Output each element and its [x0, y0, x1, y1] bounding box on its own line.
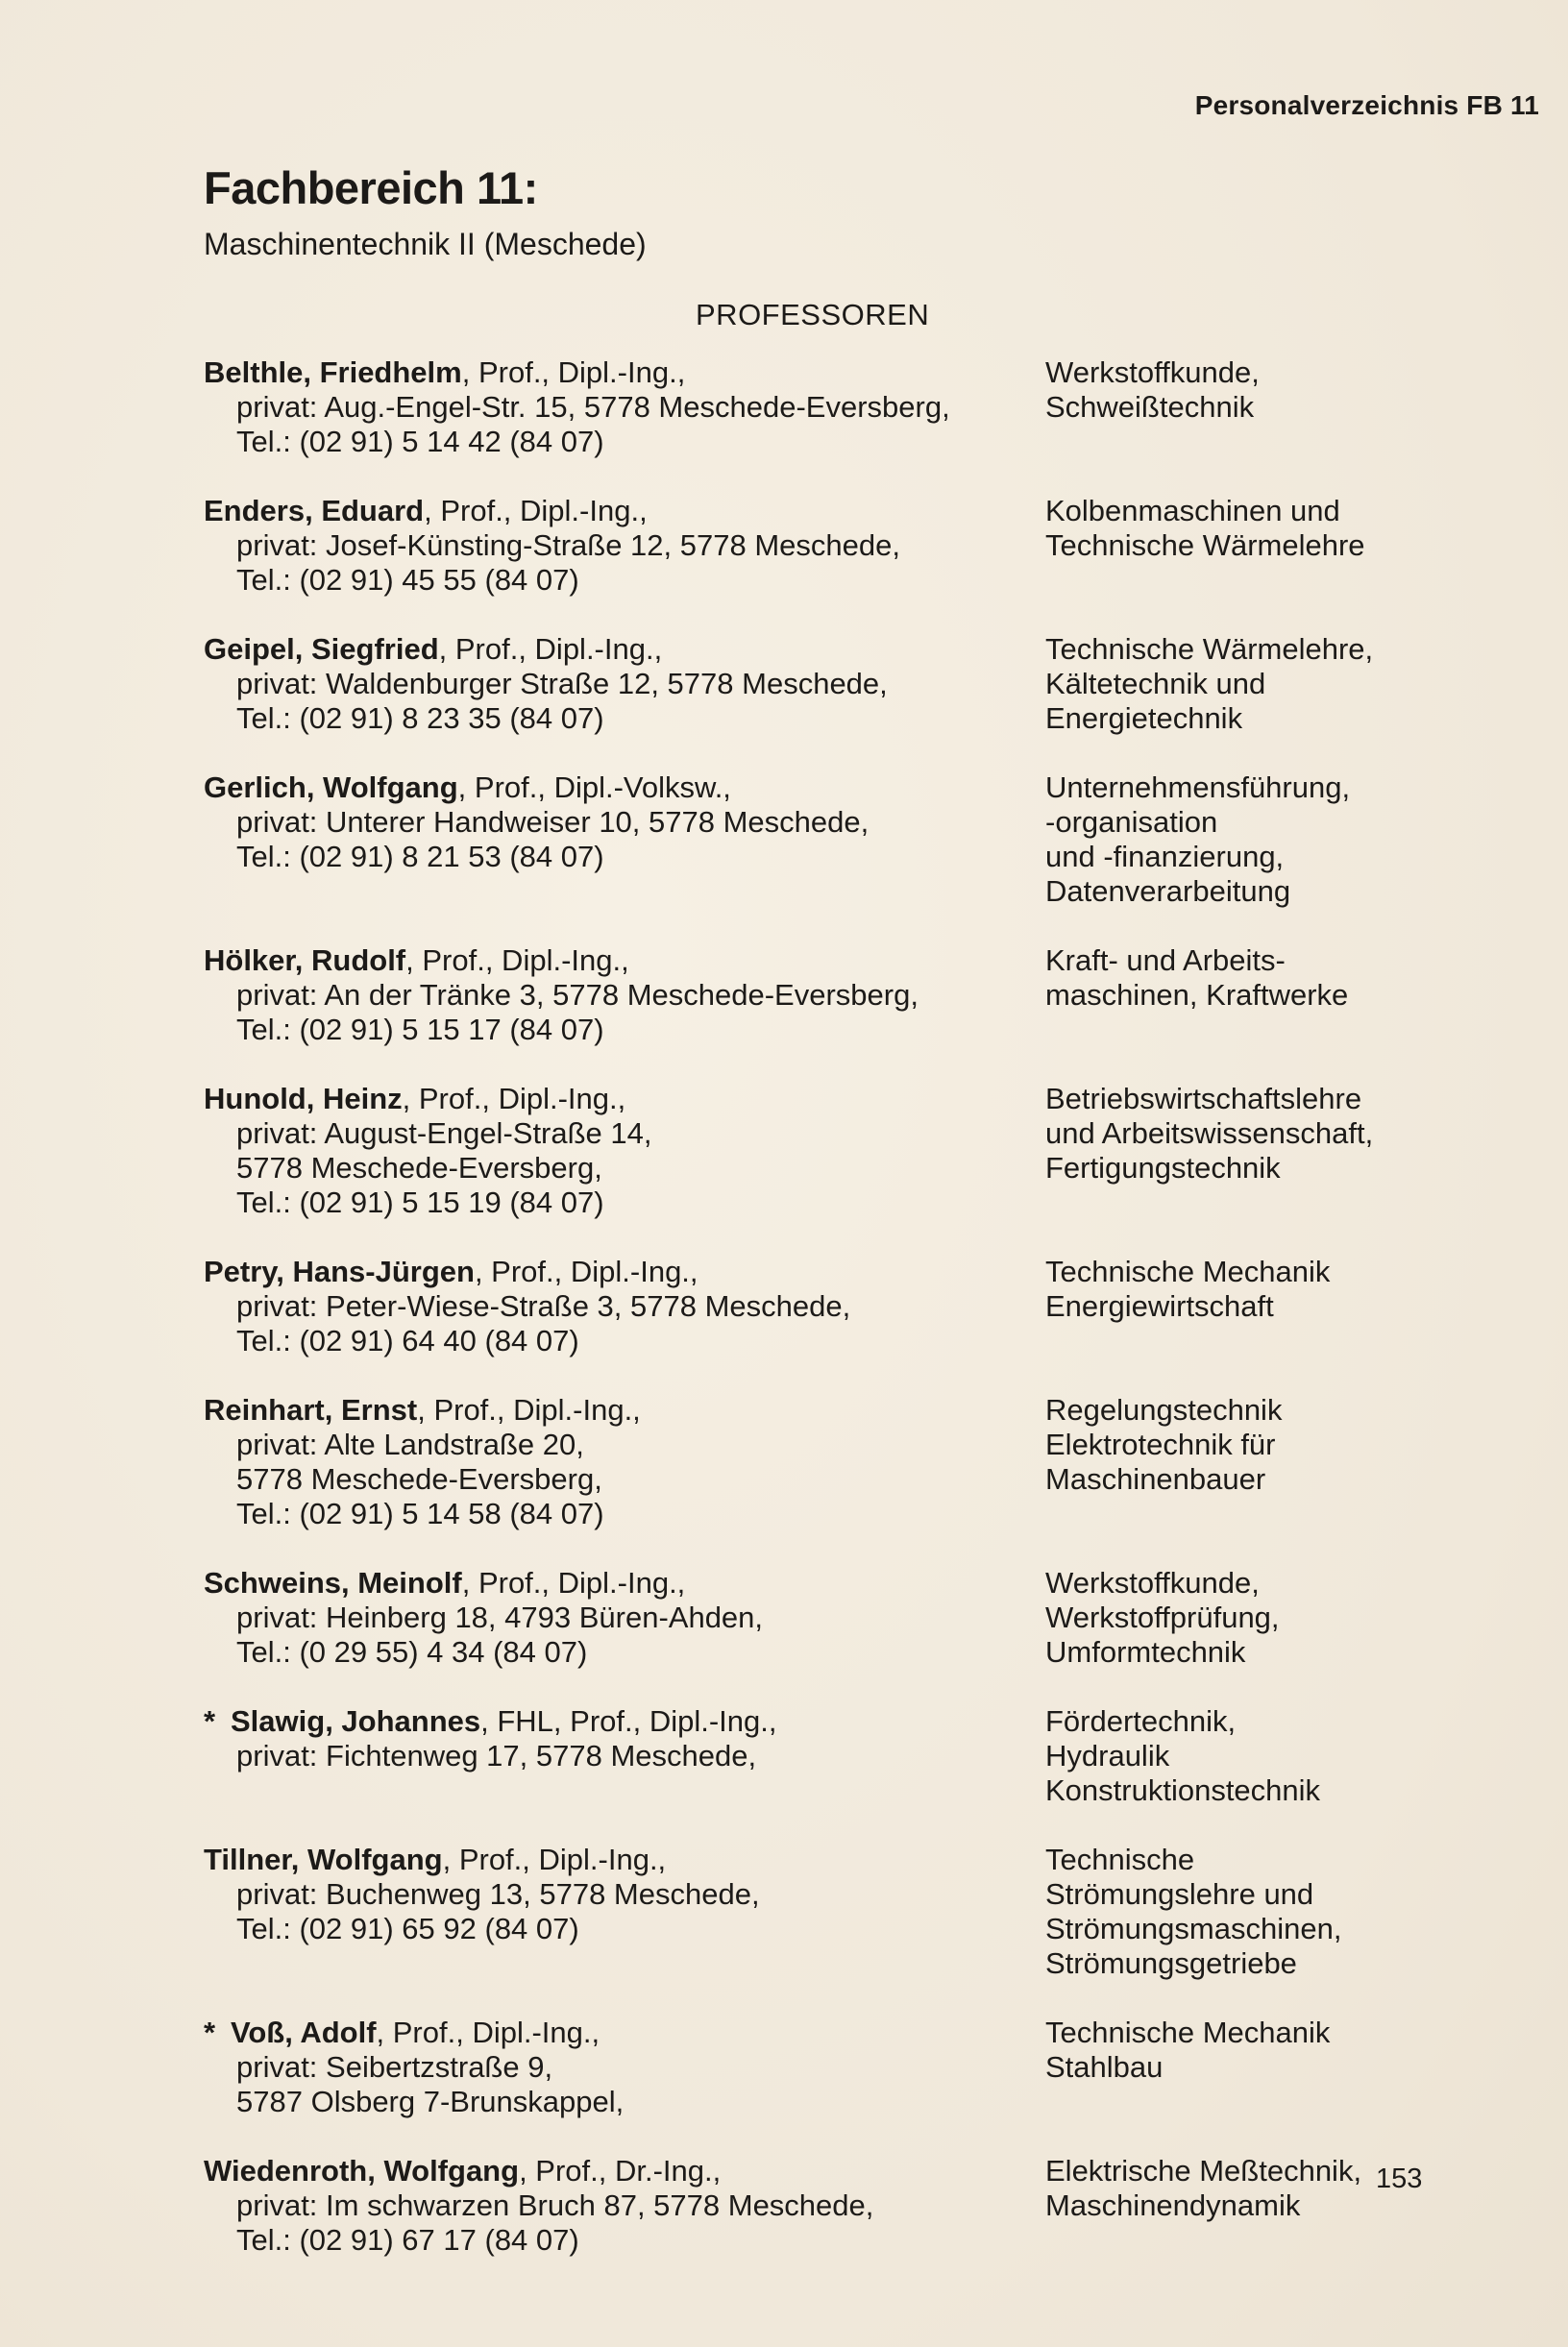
subject-line: Technische Wärmelehre,: [1045, 632, 1374, 666]
staff-title: , Prof., Dipl.-Ing.,: [376, 2016, 600, 2049]
subject-line: Energiewirtschaft: [1045, 1289, 1274, 1323]
staff-name: Belthle, Friedhelm: [204, 355, 462, 389]
staff-detail: 5778 Meschede-Eversberg,: [236, 1151, 602, 1185]
subject-line: Elektrische Meßtechnik,: [1045, 2154, 1362, 2188]
subject-line: Hydraulik: [1045, 1739, 1170, 1772]
staff-contact: [204, 1393, 1045, 1531]
staff-detail: Tel.: (02 91) 65 92 (84 07): [236, 1912, 579, 1945]
staff-subjects: [1045, 2016, 1449, 2119]
staff-title: , Prof., Dipl.-Volksw.,: [457, 770, 731, 804]
staff-detail: Tel.: (02 91) 8 23 35 (84 07): [236, 701, 604, 735]
staff-name: Hölker, Rudolf: [204, 943, 406, 977]
staff-name-line: [204, 2016, 1045, 2050]
staff-detail: Tel.: (02 91) 5 15 19 (84 07): [236, 1186, 604, 1219]
staff-address: privat: Fichtenweg 17, 5778 Meschede,: [236, 1739, 757, 1772]
staff-title: , Prof., Dipl.-Ing.,: [402, 1082, 626, 1115]
staff-address: privat: Unterer Handweiser 10, 5778 Meschede,: [236, 805, 870, 839]
staff-contact: [204, 1255, 1045, 1358]
subject-line: Werkstoffkunde,: [1045, 355, 1260, 389]
subject-line: Technische Mechanik: [1045, 1255, 1331, 1288]
subject-line: Kältetechnik und: [1045, 667, 1266, 700]
staff-name: Gerlich, Wolfgang: [204, 770, 458, 804]
staff-address: privat: Alte Landstraße 20,: [236, 1428, 584, 1461]
staff-name-line: [204, 1704, 1045, 1739]
staff-subjects: [1045, 770, 1449, 909]
staff-name-line: [204, 1082, 1045, 1116]
subject-line: Stahlbau: [1045, 2050, 1164, 2084]
staff-name: Schweins, Meinolf: [204, 1566, 462, 1600]
staff-entry: [204, 2154, 1453, 2258]
staff-detail: Tel.: (02 91) 5 15 17 (84 07): [236, 1013, 604, 1046]
staff-contact: [204, 1704, 1045, 1808]
subject-line: Werkstoffprüfung,: [1045, 1601, 1280, 1634]
staff-title: , Prof., Dipl.-Ing.,: [417, 1393, 641, 1427]
staff-entry: [204, 1255, 1453, 1358]
staff-address: privat: August-Engel-Straße 14,: [236, 1116, 652, 1150]
subject-line: Schweißtechnik: [1045, 390, 1255, 424]
staff-detail: 5778 Meschede-Eversberg,: [236, 1462, 602, 1496]
staff-detail: Tel.: (02 91) 67 17 (84 07): [236, 2223, 579, 2257]
subject-line: Technische Mechanik: [1045, 2016, 1331, 2049]
subject-line: maschinen, Kraftwerke: [1045, 978, 1349, 1012]
staff-detail: Tel.: (02 91) 5 14 42 (84 07): [236, 425, 604, 458]
staff-subjects: [1045, 1704, 1449, 1808]
staff-entry: [204, 1082, 1453, 1220]
staff-name-line: [204, 770, 1045, 805]
staff-name-line: [204, 2154, 1045, 2188]
staff-detail: Tel.: (02 91) 45 55 (84 07): [236, 563, 579, 597]
staff-name: Reinhart, Ernst: [204, 1393, 418, 1427]
staff-address: privat: An der Tränke 3, 5778 Meschede-Eversberg,: [236, 978, 919, 1012]
staff-contact: [204, 355, 1045, 459]
staff-contact: [204, 494, 1045, 598]
subject-line: Maschinendynamik: [1045, 2188, 1301, 2222]
page-number: 153: [1376, 2164, 1423, 2194]
staff-title: , Prof., Dipl.-Ing.,: [405, 943, 629, 977]
staff-entry: [204, 943, 1453, 1047]
staff-contact: [204, 1843, 1045, 1981]
staff-name: Wiedenroth, Wolfgang: [204, 2154, 520, 2188]
subject-line: und Arbeitswissenschaft,: [1045, 1116, 1374, 1150]
subject-line: Strömungslehre und: [1045, 1877, 1314, 1911]
subject-line: Datenverarbeitung: [1045, 874, 1291, 908]
subject-line: Kolbenmaschinen und: [1045, 494, 1340, 527]
staff-title: , Prof., Dipl.-Ing.,: [461, 1566, 686, 1600]
staff-address: privat: Im schwarzen Bruch 87, 5778 Meschede,: [236, 2188, 874, 2222]
staff-name-line: [204, 355, 1045, 390]
staff-subjects: [1045, 355, 1449, 459]
staff-title: , Prof., Dipl.-Ing.,: [424, 494, 648, 527]
subject-line: Technische: [1045, 1843, 1195, 1876]
staff-subjects: [1045, 494, 1449, 598]
staff-entry: [204, 632, 1453, 736]
staff-title: , Prof., Dipl.-Ing.,: [461, 355, 686, 389]
subject-line: -organisation: [1045, 805, 1218, 839]
staff-detail: Tel.: (02 91) 5 14 58 (84 07): [236, 1497, 604, 1530]
staff-entry: [204, 1566, 1453, 1670]
staff-subjects: [1045, 1255, 1449, 1358]
staff-detail: Tel.: (0 29 55) 4 34 (84 07): [236, 1635, 588, 1669]
subject-line: Konstruktionstechnik: [1045, 1773, 1321, 1807]
staff-detail: 5787 Olsberg 7-Brunskappel,: [236, 2085, 625, 2118]
staff-contact: [204, 1082, 1045, 1220]
staff-contact: [204, 2016, 1045, 2119]
staff-name: Hunold, Heinz: [204, 1082, 403, 1115]
staff-entry: [204, 2016, 1453, 2119]
subject-line: Maschinenbauer: [1045, 1462, 1266, 1496]
staff-title: , Prof., Dipl.-Ing.,: [438, 632, 663, 666]
staff-address: privat: Aug.-Engel-Str. 15, 5778 Meschede-Eversberg,: [236, 390, 950, 424]
staff-entry: [204, 1393, 1453, 1531]
staff-list: [204, 355, 1453, 2292]
staff-subjects: [1045, 1082, 1449, 1220]
staff-title: , FHL, Prof., Dipl.-Ing.,: [480, 1704, 777, 1738]
staff-address: privat: Waldenburger Straße 12, 5778 Meschede,: [236, 667, 888, 700]
subject-line: Technische Wärmelehre: [1045, 528, 1365, 562]
subject-line: Unternehmensführung,: [1045, 770, 1351, 804]
subject-line: Umformtechnik: [1045, 1635, 1246, 1669]
staff-name-line: [204, 943, 1045, 978]
running-head: Personalverzeichnis FB 11: [1194, 90, 1539, 120]
staff-name-line: [204, 1393, 1045, 1428]
staff-entry: [204, 494, 1453, 598]
staff-contact: [204, 770, 1045, 909]
page-subtitle: Maschinentechnik II (Meschede): [204, 227, 647, 261]
staff-detail: Tel.: (02 91) 8 21 53 (84 07): [236, 840, 604, 873]
staff-contact: [204, 1566, 1045, 1670]
staff-entry: [204, 1843, 1453, 1981]
subject-line: Strömungsgetriebe: [1045, 1946, 1297, 1980]
subject-line: Kraft- und Arbeits-: [1045, 943, 1286, 977]
staff-name-line: [204, 1566, 1045, 1601]
footnote-marker: *: [204, 1704, 216, 1738]
staff-entry: [204, 1704, 1453, 1808]
staff-contact: [204, 2154, 1045, 2258]
staff-name: Enders, Eduard: [204, 494, 425, 527]
staff-name: Geipel, Siegfried: [204, 632, 439, 666]
subject-line: Fertigungstechnik: [1045, 1151, 1281, 1185]
staff-title: , Prof., Dr.-Ing.,: [519, 2154, 722, 2188]
subject-line: Werkstoffkunde,: [1045, 1566, 1260, 1600]
staff-entry: [204, 355, 1453, 459]
staff-subjects: [1045, 1566, 1449, 1670]
staff-name: Tillner, Wolfgang: [204, 1843, 443, 1876]
staff-name: Petry, Hans-Jürgen: [204, 1255, 475, 1288]
subject-line: Regelungstechnik: [1045, 1393, 1283, 1427]
staff-name: Slawig, Johannes: [231, 1704, 481, 1738]
staff-contact: [204, 943, 1045, 1047]
page-title: Fachbereich 11:: [204, 162, 538, 213]
staff-subjects: [1045, 632, 1449, 736]
staff-detail: Tel.: (02 91) 64 40 (84 07): [236, 1324, 579, 1357]
staff-subjects: [1045, 943, 1449, 1047]
staff-name: Voß, Adolf: [231, 2016, 377, 2049]
staff-address: privat: Buchenweg 13, 5778 Meschede,: [236, 1877, 760, 1911]
section-heading: PROFESSOREN: [696, 298, 930, 331]
subject-line: Fördertechnik,: [1045, 1704, 1237, 1738]
staff-address: privat: Peter-Wiese-Straße 3, 5778 Meschede,: [236, 1289, 851, 1323]
staff-entry: [204, 770, 1453, 909]
footnote-marker: *: [204, 2016, 216, 2049]
staff-contact: [204, 632, 1045, 736]
staff-title: , Prof., Dipl.-Ing.,: [474, 1255, 698, 1288]
staff-name-line: [204, 1843, 1045, 1877]
staff-subjects: [1045, 1843, 1449, 1981]
staff-name-line: [204, 632, 1045, 667]
staff-name-line: [204, 1255, 1045, 1289]
subject-line: Betriebswirtschaftslehre: [1045, 1082, 1362, 1115]
staff-name-line: [204, 494, 1045, 528]
staff-subjects: [1045, 1393, 1449, 1531]
staff-address: privat: Heinberg 18, 4793 Büren-Ahden,: [236, 1601, 764, 1634]
subject-line: und -finanzierung,: [1045, 840, 1285, 873]
staff-address: privat: Josef-Künsting-Straße 12, 5778 Meschede,: [236, 528, 900, 562]
subject-line: Strömungsmaschinen,: [1045, 1912, 1342, 1945]
staff-address: privat: Seibertzstraße 9,: [236, 2050, 553, 2084]
staff-title: , Prof., Dipl.-Ing.,: [442, 1843, 667, 1876]
subject-line: Elektrotechnik für: [1045, 1428, 1276, 1461]
subject-line: Energietechnik: [1045, 701, 1243, 735]
